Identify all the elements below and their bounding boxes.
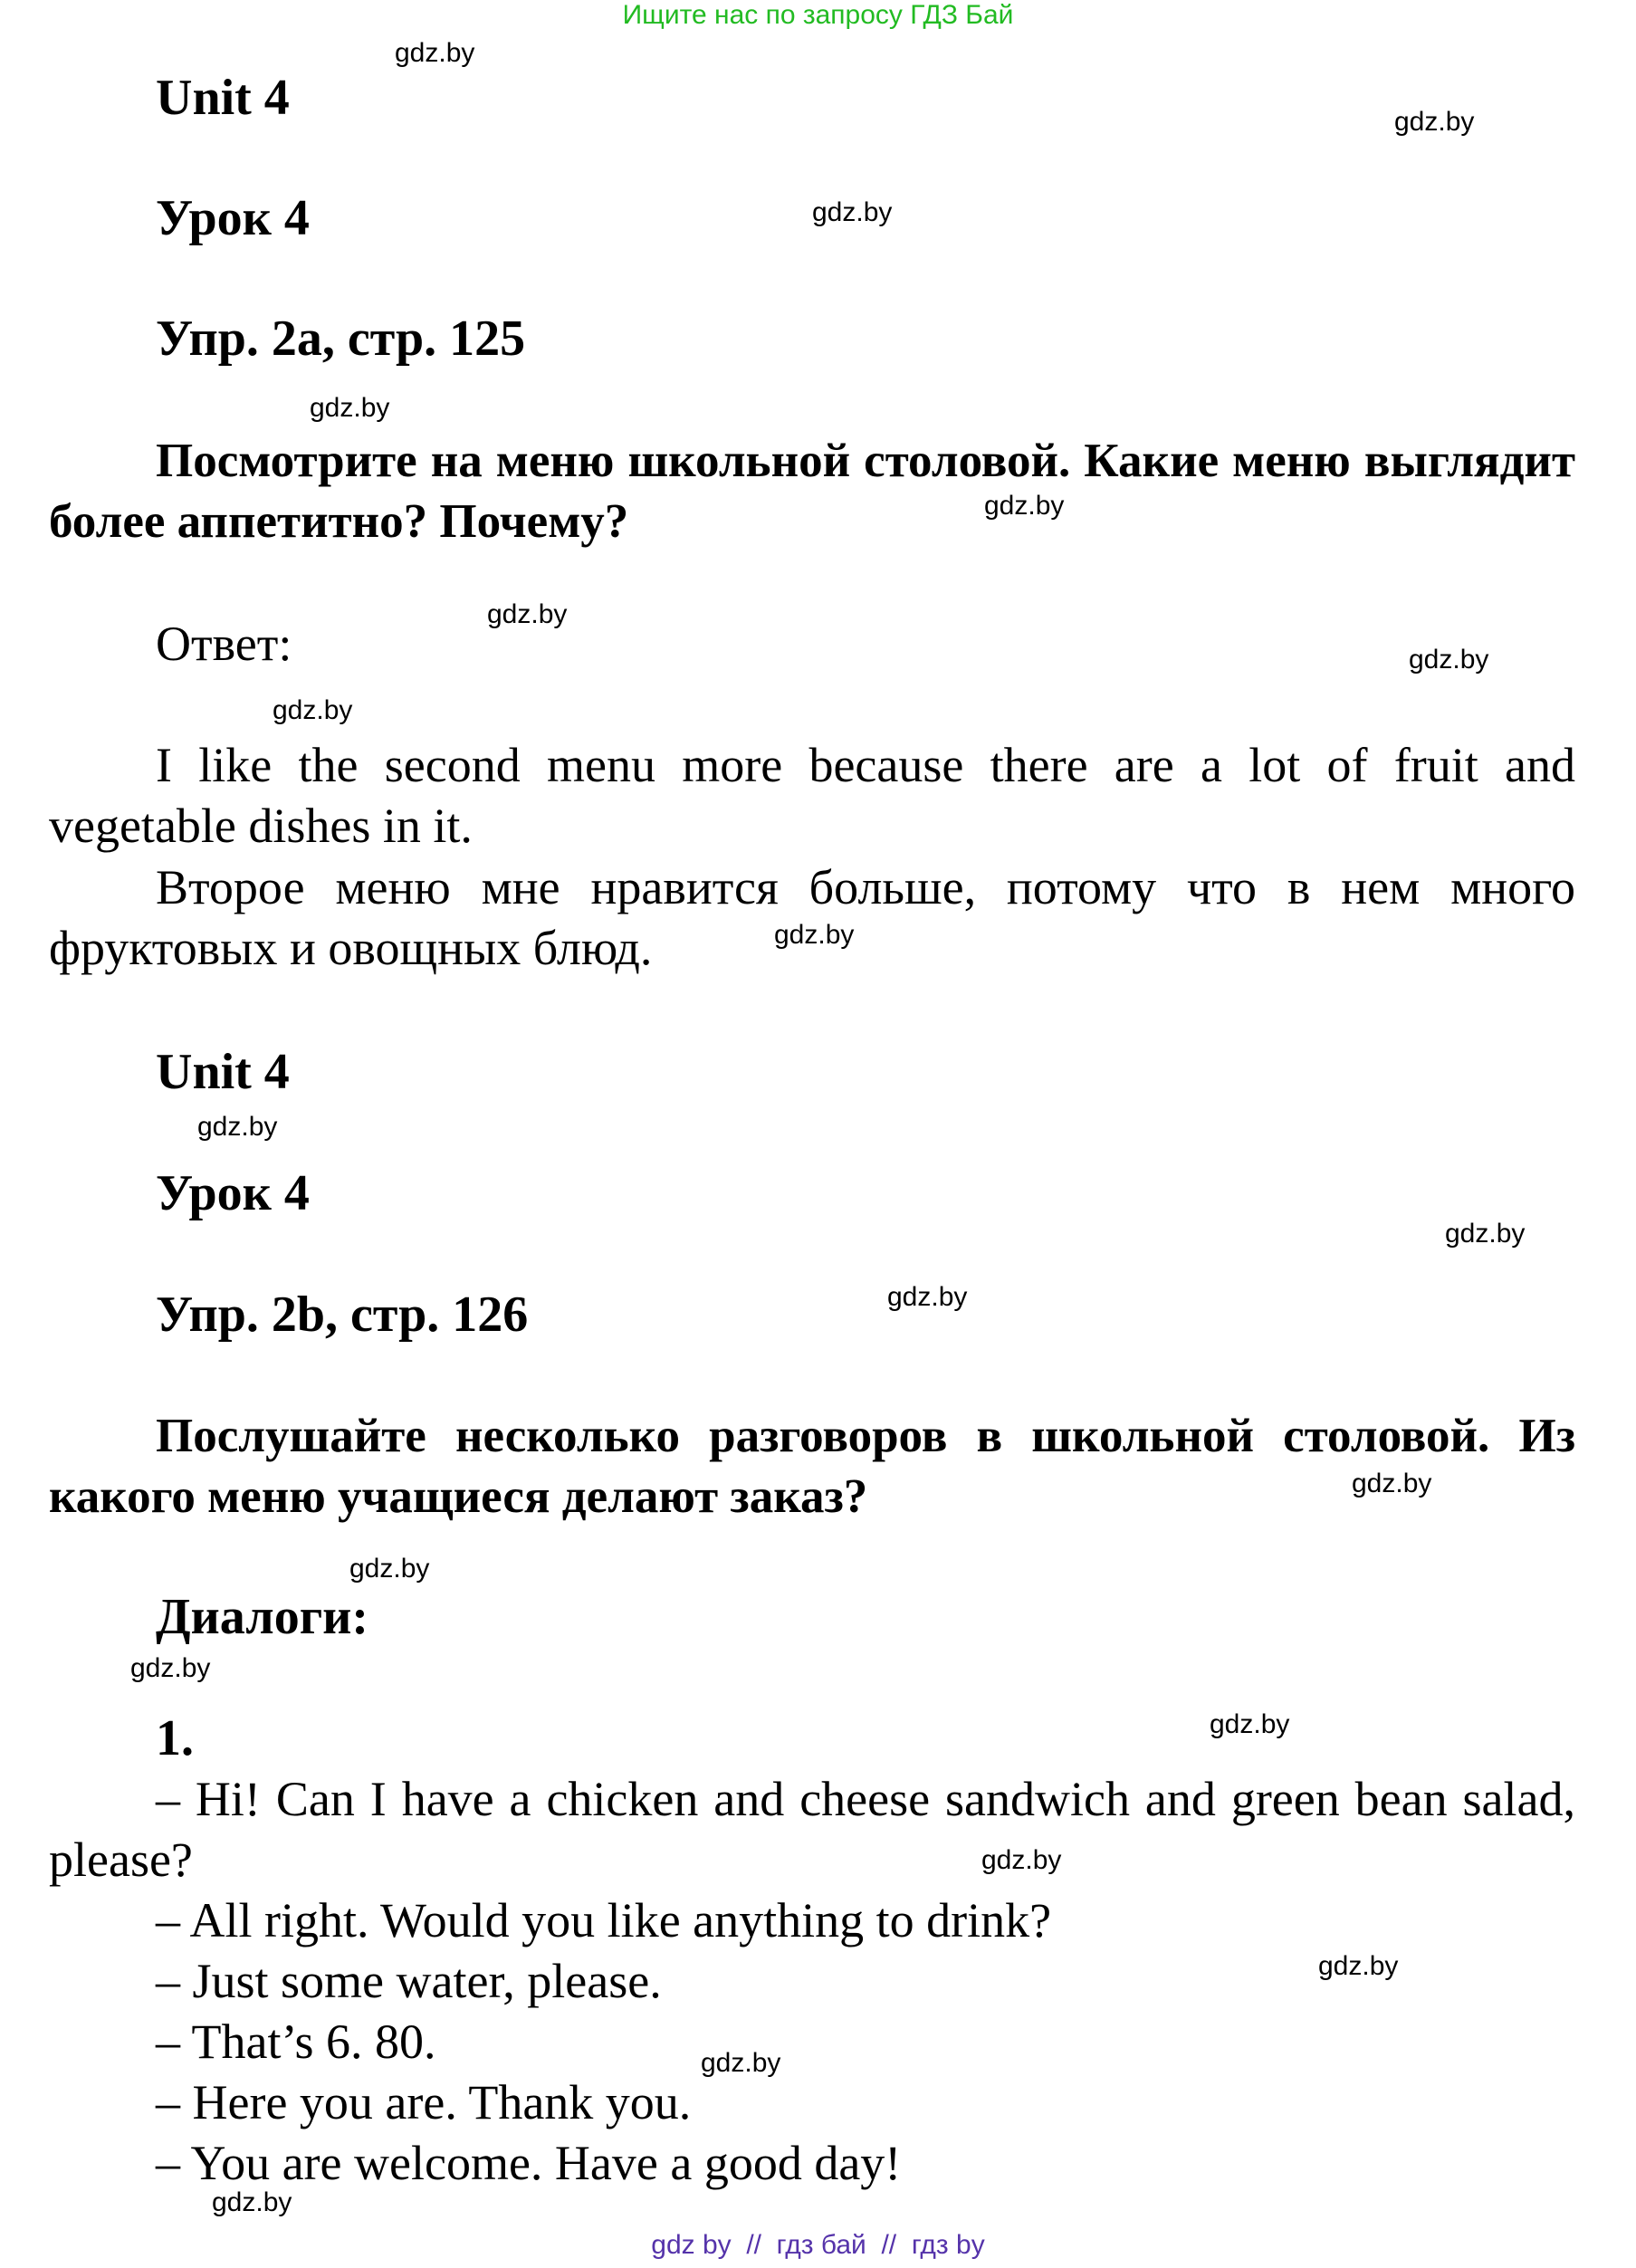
- watermark: gdz.by: [887, 1282, 968, 1312]
- watermark: gdz.by: [981, 1845, 1062, 1875]
- answer-russian: Второе меню мне нравится больше, потому что в нем много фруктовых и овощных блюд.: [49, 860, 1575, 975]
- task-text-1: Посмотрите на меню школьной столовой. Какие меню выглядит более аппетитно? Почему?: [49, 435, 1575, 548]
- watermark: gdz.by: [812, 197, 893, 227]
- watermark: gdz.by: [395, 38, 475, 68]
- dialog-line: – All right. Would you like anything to drink?: [156, 1893, 1052, 1947]
- watermark: gdz.by: [349, 1554, 430, 1584]
- dialog-line: – That’s 6. 80.: [156, 2014, 436, 2069]
- dialogs-heading: Диалоги:: [156, 1589, 369, 1645]
- watermark: gdz.by: [1445, 1219, 1526, 1249]
- watermark: gdz.by: [487, 599, 568, 629]
- answer-label: Ответ:: [156, 617, 292, 671]
- watermark: gdz.by: [273, 695, 353, 725]
- unit-heading-2: Unit 4: [156, 1044, 290, 1100]
- watermark: gdz.by: [1210, 1709, 1290, 1739]
- lesson-heading-1: Урок 4: [156, 190, 310, 246]
- watermark: gdz.by: [1409, 645, 1489, 675]
- watermark: gdz.by: [1352, 1469, 1432, 1498]
- watermark: gdz.by: [1318, 1951, 1399, 1981]
- watermark: gdz.by: [774, 920, 855, 950]
- top-banner[interactable]: Ищите нас по запросу ГДЗ Бай: [622, 0, 1014, 30]
- dialog-line: – Hi! Can I have a chicken and cheese sandwich and green bean salad, please?: [49, 1772, 1575, 1887]
- answer-english: I like the second menu more because there are a lot of fruit and vegetable dishes in it.: [49, 738, 1575, 853]
- unit-heading-1: Unit 4: [156, 70, 290, 126]
- footer-links[interactable]: gdz by // гдз бай // гдз by: [651, 2230, 985, 2260]
- watermark: gdz.by: [701, 2048, 781, 2078]
- watermark: gdz.by: [212, 2187, 292, 2217]
- watermark: gdz.by: [984, 491, 1065, 521]
- dialog-line: – You are welcome. Have a good day!: [156, 2136, 902, 2190]
- watermark: gdz.by: [130, 1653, 211, 1683]
- task-text-2: Послушайте несколько разговоров в школьной столовой. Из какого меню учащиеся делают заказ?: [49, 1410, 1575, 1523]
- watermark: gdz.by: [310, 393, 390, 423]
- watermark: gdz.by: [1394, 107, 1475, 137]
- dialog-line: – Just some water, please.: [156, 1954, 662, 2008]
- watermark: gdz.by: [197, 1112, 278, 1142]
- lesson-heading-2: Урок 4: [156, 1165, 310, 1221]
- exercise-heading-1: Упр. 2a, стр. 125: [156, 311, 526, 367]
- dialog-number: 1.: [156, 1710, 194, 1766]
- exercise-heading-2: Упр. 2b, стр. 126: [156, 1287, 529, 1343]
- dialog-line: – Here you are. Thank you.: [156, 2075, 692, 2129]
